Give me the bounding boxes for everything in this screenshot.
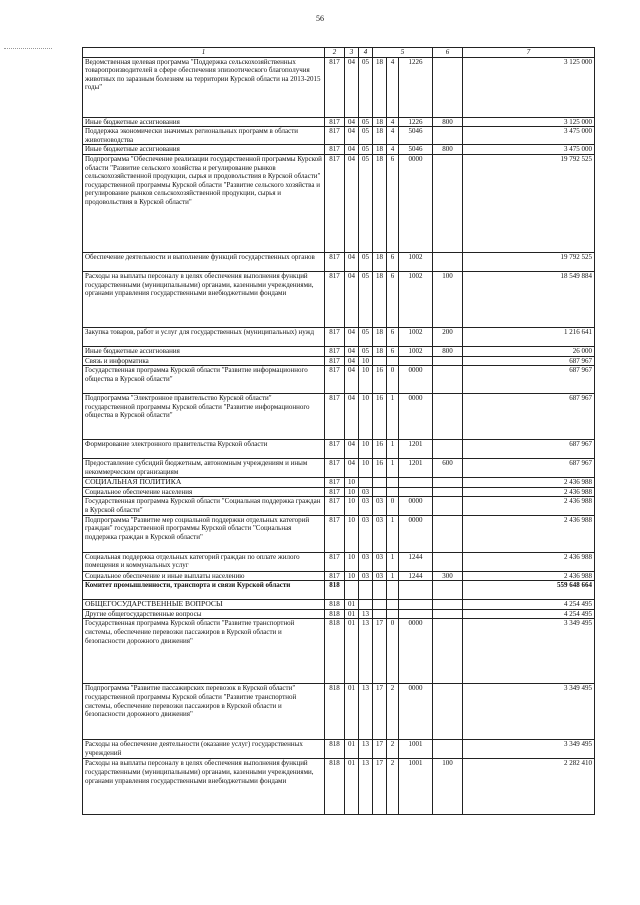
row-direction-cell: 0000 (399, 497, 433, 515)
table-row (83, 346, 595, 356)
table-row (83, 459, 595, 478)
row-name-cell: Расходы на обеспечение деятельности (оказание услуг) государственных учреждений (83, 740, 325, 759)
row-amount-cell: 687 967 (463, 459, 595, 478)
row-program-cell (373, 356, 387, 366)
table-row (83, 154, 595, 252)
row-amount-cell: 4 254 495 (463, 609, 595, 619)
row-subsection-cell: 13 (359, 759, 373, 815)
row-direction-cell (399, 487, 433, 497)
table-row (83, 127, 595, 145)
row-section-cell: 04 (345, 346, 359, 356)
row-section-cell (345, 581, 359, 600)
row-direction-cell: 1002 (399, 346, 433, 356)
row-name-cell: Иные бюджетные ассигнования (83, 117, 325, 127)
row-expense-type-cell (433, 478, 463, 488)
row-program-cell: 18 (373, 346, 387, 356)
row-expense-type-cell (433, 497, 463, 515)
row-direction-cell (399, 478, 433, 488)
row-program-cell: 18 (373, 57, 387, 117)
row-program-cell: 03 (373, 497, 387, 515)
row-gov-code-cell: 818 (325, 581, 345, 600)
row-expense-type-cell: 800 (433, 117, 463, 127)
table-row (83, 57, 595, 117)
row-program-cell: 18 (373, 271, 387, 327)
row-amount-cell: 19 792 525 (463, 154, 595, 252)
row-name-cell: Государственная программа Курской области "Развитие информационного общества в Курской области" (83, 366, 325, 394)
row-subsection-cell (359, 478, 373, 488)
row-name-cell: ОБЩЕГОСУДАРСТВЕННЫЕ ВОПРОСЫ (83, 600, 325, 610)
row-name-cell: Иные бюджетные ассигнования (83, 145, 325, 155)
row-program-cell: 17 (373, 759, 387, 815)
table-row (83, 600, 595, 610)
row-section-cell: 01 (345, 740, 359, 759)
row-name-cell: Подпрограмма "Развитие пассажирских перевозок в Курской области" государственной программы Курской области "Развитие транспортной системы, обеспечение перевозки пассажиров в Курской области и безопасности дорожного движения" (83, 684, 325, 740)
row-direction-cell: 0000 (399, 394, 433, 440)
row-subprogram-cell: 1 (387, 552, 399, 571)
row-amount-cell: 4 254 495 (463, 600, 595, 610)
row-subprogram-cell (387, 600, 399, 610)
row-program-cell: 03 (373, 552, 387, 571)
row-subprogram-cell: 6 (387, 154, 399, 252)
table-row (83, 366, 595, 394)
row-section-cell: 04 (345, 57, 359, 117)
row-direction-cell: 0000 (399, 619, 433, 684)
row-section-cell: 01 (345, 759, 359, 815)
column-header: 6 (433, 48, 463, 58)
row-subsection-cell: 10 (359, 440, 373, 459)
row-amount-cell: 687 967 (463, 394, 595, 440)
row-name-cell: Государственная программа Курской области "Развитие транспортной системы, обеспечение перевозки пассажиров в Курской области и безопасности дорожного движения" (83, 619, 325, 684)
row-section-cell: 10 (345, 515, 359, 552)
row-section-cell: 04 (345, 252, 359, 271)
row-subprogram-cell (387, 356, 399, 366)
row-direction-cell: 1002 (399, 327, 433, 346)
row-gov-code-cell: 817 (325, 478, 345, 488)
row-subsection-cell: 03 (359, 497, 373, 515)
row-gov-code-cell: 818 (325, 759, 345, 815)
row-gov-code-cell: 818 (325, 684, 345, 740)
row-subprogram-cell (387, 478, 399, 488)
table-row (83, 271, 595, 327)
row-direction-cell: 0000 (399, 154, 433, 252)
row-program-cell: 17 (373, 740, 387, 759)
row-gov-code-cell: 818 (325, 609, 345, 619)
row-name-cell: Расходы на выплаты персоналу в целях обеспечения выполнения функций государственными (муниципальными) органами, казенными учреждениями, органами управления государственными внебюджетными фондами (83, 271, 325, 327)
row-subprogram-cell (387, 609, 399, 619)
row-gov-code-cell: 817 (325, 440, 345, 459)
table-row (83, 252, 595, 271)
row-subprogram-cell: 1 (387, 459, 399, 478)
table-row (83, 740, 595, 759)
row-gov-code-cell: 818 (325, 600, 345, 610)
row-subprogram-cell: 0 (387, 497, 399, 515)
row-subprogram-cell: 6 (387, 346, 399, 356)
row-expense-type-cell (433, 356, 463, 366)
row-section-cell: 04 (345, 271, 359, 327)
row-direction-cell: 1201 (399, 440, 433, 459)
row-name-cell: Предоставление субсидий бюджетным, автономным учреждениям и иным некоммерческим организациям (83, 459, 325, 478)
row-subprogram-cell: 4 (387, 57, 399, 117)
row-gov-code-cell: 817 (325, 145, 345, 155)
row-amount-cell: 3 349 495 (463, 684, 595, 740)
row-amount-cell: 26 000 (463, 346, 595, 356)
row-gov-code-cell: 817 (325, 356, 345, 366)
row-name-cell: Обеспечение деятельности и выполнение функций государственных органов (83, 252, 325, 271)
row-section-cell: 04 (345, 366, 359, 394)
row-subprogram-cell: 2 (387, 740, 399, 759)
row-name-cell: Ведомственная целевая программа "Поддержка сельскохозяйственных товаропроизводителей в сфере обеспечения эпизоотического благополучия животных по заразным болезням на территории Курской области на 2013-2015 годы" (83, 57, 325, 117)
row-direction-cell (399, 600, 433, 610)
row-subsection-cell: 05 (359, 327, 373, 346)
row-gov-code-cell: 817 (325, 394, 345, 440)
row-subprogram-cell: 2 (387, 684, 399, 740)
row-expense-type-cell (433, 740, 463, 759)
row-subprogram-cell: 6 (387, 252, 399, 271)
row-subprogram-cell: 0 (387, 366, 399, 394)
row-amount-cell: 2 436 988 (463, 478, 595, 488)
row-gov-code-cell: 817 (325, 346, 345, 356)
row-amount-cell: 3 125 000 (463, 117, 595, 127)
row-name-cell: Формирование электронного правительства Курской области (83, 440, 325, 459)
row-subsection-cell: 13 (359, 619, 373, 684)
row-expense-type-cell (433, 487, 463, 497)
row-expense-type-cell: 100 (433, 271, 463, 327)
row-section-cell: 04 (345, 394, 359, 440)
row-direction-cell: 5046 (399, 127, 433, 145)
row-section-cell: 04 (345, 459, 359, 478)
row-name-cell: Подпрограмма "Развитие мер социальной поддержки отдельных категорий граждан" государственной программы Курской области "Социальная поддержка граждан в Курской области" (83, 515, 325, 552)
row-section-cell: 01 (345, 609, 359, 619)
row-name-cell: Иные бюджетные ассигнования (83, 346, 325, 356)
row-direction-cell: 1002 (399, 271, 433, 327)
row-direction-cell: 1001 (399, 740, 433, 759)
row-amount-cell: 3 349 495 (463, 740, 595, 759)
row-amount-cell: 2 436 988 (463, 571, 595, 581)
row-subsection-cell: 05 (359, 154, 373, 252)
row-expense-type-cell (433, 127, 463, 145)
row-section-cell: 04 (345, 145, 359, 155)
row-expense-type-cell: 300 (433, 571, 463, 581)
row-direction-cell: 1201 (399, 459, 433, 478)
row-subprogram-cell: 1 (387, 440, 399, 459)
column-header: 1 (83, 48, 325, 58)
row-expense-type-cell (433, 252, 463, 271)
column-header: 5 (373, 48, 433, 58)
row-subsection-cell: 05 (359, 57, 373, 117)
row-direction-cell: 0000 (399, 684, 433, 740)
row-amount-cell: 19 792 525 (463, 252, 595, 271)
row-name-cell: Связь и информатика (83, 356, 325, 366)
row-section-cell: 01 (345, 619, 359, 684)
row-subsection-cell: 05 (359, 145, 373, 155)
row-gov-code-cell: 817 (325, 154, 345, 252)
row-expense-type-cell (433, 57, 463, 117)
table-row (83, 117, 595, 127)
row-subsection-cell: 03 (359, 552, 373, 571)
row-direction-cell: 1244 (399, 552, 433, 571)
row-section-cell: 04 (345, 440, 359, 459)
row-subsection-cell: 05 (359, 252, 373, 271)
row-gov-code-cell: 817 (325, 327, 345, 346)
row-expense-type-cell (433, 619, 463, 684)
row-subprogram-cell: 1 (387, 571, 399, 581)
row-name-cell: Расходы на выплаты персоналу в целях обеспечения выполнения функций государственными (муниципальными) органами, казенными учреждениями, органами управления государственными внебюджетными фондами (83, 759, 325, 815)
row-amount-cell: 687 967 (463, 366, 595, 394)
table-row (83, 609, 595, 619)
row-gov-code-cell: 817 (325, 271, 345, 327)
row-section-cell: 04 (345, 154, 359, 252)
table-row (83, 619, 595, 684)
row-expense-type-cell (433, 154, 463, 252)
row-program-cell: 16 (373, 440, 387, 459)
row-subsection-cell: 10 (359, 459, 373, 478)
row-gov-code-cell: 817 (325, 57, 345, 117)
row-gov-code-cell: 817 (325, 515, 345, 552)
row-section-cell: 10 (345, 487, 359, 497)
row-name-cell: Закупка товаров, работ и услуг для государственных (муниципальных) нужд (83, 327, 325, 346)
row-program-cell (373, 600, 387, 610)
row-gov-code-cell: 817 (325, 366, 345, 394)
row-section-cell: 10 (345, 571, 359, 581)
row-subsection-cell (359, 581, 373, 600)
row-section-cell: 01 (345, 600, 359, 610)
budget-table (82, 47, 595, 815)
table-row (83, 356, 595, 366)
row-amount-cell: 3 349 495 (463, 619, 595, 684)
row-amount-cell: 2 436 988 (463, 497, 595, 515)
row-section-cell: 10 (345, 478, 359, 488)
row-subprogram-cell: 4 (387, 145, 399, 155)
row-name-cell: Государственная программа Курской области "Социальная поддержка граждан в Курской области" (83, 497, 325, 515)
table-row (83, 440, 595, 459)
row-amount-cell: 687 967 (463, 356, 595, 366)
table-row (83, 145, 595, 155)
row-expense-type-cell (433, 684, 463, 740)
row-amount-cell: 2 282 410 (463, 759, 595, 815)
row-program-cell: 17 (373, 619, 387, 684)
table-row (83, 327, 595, 346)
row-subprogram-cell: 4 (387, 127, 399, 145)
row-program-cell: 03 (373, 515, 387, 552)
table-row (83, 571, 595, 581)
row-amount-cell: 1 216 641 (463, 327, 595, 346)
row-gov-code-cell: 817 (325, 552, 345, 571)
row-expense-type-cell (433, 394, 463, 440)
table-row (83, 478, 595, 488)
row-subsection-cell: 05 (359, 346, 373, 356)
row-program-cell (373, 581, 387, 600)
row-gov-code-cell: 817 (325, 459, 345, 478)
table-row (83, 394, 595, 440)
row-section-cell: 04 (345, 117, 359, 127)
row-gov-code-cell: 817 (325, 497, 345, 515)
table-header-row (83, 48, 595, 58)
row-subprogram-cell: 1 (387, 394, 399, 440)
row-section-cell: 04 (345, 327, 359, 346)
row-amount-cell: 687 967 (463, 440, 595, 459)
row-program-cell: 18 (373, 252, 387, 271)
column-header: 3 (345, 48, 359, 58)
row-direction-cell: 1002 (399, 252, 433, 271)
row-gov-code-cell: 817 (325, 487, 345, 497)
row-direction-cell (399, 609, 433, 619)
row-gov-code-cell: 817 (325, 571, 345, 581)
row-direction-cell: 0000 (399, 515, 433, 552)
row-subsection-cell: 05 (359, 117, 373, 127)
row-program-cell: 18 (373, 145, 387, 155)
row-gov-code-cell: 817 (325, 252, 345, 271)
row-amount-cell: 559 648 664 (463, 581, 595, 600)
row-direction-cell: 1226 (399, 117, 433, 127)
column-header: 7 (463, 48, 595, 58)
row-direction-cell: 1244 (399, 571, 433, 581)
row-subprogram-cell: 1 (387, 515, 399, 552)
row-gov-code-cell: 818 (325, 619, 345, 684)
row-name-cell: Подпрограмма "Электронное правительство Курской области" государственной программы Курской области "Развитие информационного общества в Курской области" (83, 394, 325, 440)
row-expense-type-cell (433, 366, 463, 394)
row-direction-cell: 1001 (399, 759, 433, 815)
row-subprogram-cell (387, 487, 399, 497)
row-expense-type-cell: 800 (433, 145, 463, 155)
row-subsection-cell: 05 (359, 127, 373, 145)
row-name-cell: Поддержка экономически значимых региональных программ в области животноводства (83, 127, 325, 145)
column-header: 4 (359, 48, 373, 58)
row-program-cell (373, 609, 387, 619)
row-gov-code-cell: 817 (325, 117, 345, 127)
row-expense-type-cell (433, 600, 463, 610)
row-name-cell: СОЦИАЛЬНАЯ ПОЛИТИКА (83, 478, 325, 488)
row-program-cell: 18 (373, 154, 387, 252)
row-program-cell (373, 487, 387, 497)
row-subsection-cell: 10 (359, 356, 373, 366)
row-name-cell: Социальное обеспечение населения (83, 487, 325, 497)
row-gov-code-cell: 818 (325, 740, 345, 759)
table-row (83, 759, 595, 815)
table-row (83, 515, 595, 552)
row-program-cell: 18 (373, 127, 387, 145)
margin-dotted-line (4, 48, 52, 49)
row-expense-type-cell: 600 (433, 459, 463, 478)
row-amount-cell: 3 125 000 (463, 57, 595, 117)
row-subsection-cell: 10 (359, 366, 373, 394)
row-subsection-cell: 13 (359, 684, 373, 740)
row-subsection-cell: 13 (359, 740, 373, 759)
row-amount-cell: 2 436 988 (463, 552, 595, 571)
row-subsection-cell (359, 600, 373, 610)
row-amount-cell: 3 475 000 (463, 127, 595, 145)
row-program-cell: 03 (373, 571, 387, 581)
row-name-cell: Другие общегосударственные вопросы (83, 609, 325, 619)
row-gov-code-cell: 817 (325, 127, 345, 145)
row-subprogram-cell: 0 (387, 619, 399, 684)
row-subsection-cell: 10 (359, 394, 373, 440)
row-amount-cell: 2 436 988 (463, 515, 595, 552)
row-subprogram-cell: 2 (387, 759, 399, 815)
row-expense-type-cell (433, 581, 463, 600)
row-subprogram-cell: 6 (387, 271, 399, 327)
table-row (83, 581, 595, 600)
row-direction-cell: 0000 (399, 366, 433, 394)
table-row (83, 497, 595, 515)
row-section-cell: 04 (345, 127, 359, 145)
row-program-cell: 16 (373, 366, 387, 394)
row-expense-type-cell: 800 (433, 346, 463, 356)
row-direction-cell (399, 356, 433, 366)
row-expense-type-cell: 100 (433, 759, 463, 815)
row-section-cell: 01 (345, 684, 359, 740)
row-subsection-cell: 03 (359, 515, 373, 552)
column-header: 2 (325, 48, 345, 58)
row-name-cell: Социальное обеспечение и иные выплаты населению (83, 571, 325, 581)
row-section-cell: 10 (345, 552, 359, 571)
row-program-cell: 18 (373, 327, 387, 346)
row-amount-cell: 3 475 000 (463, 145, 595, 155)
row-subprogram-cell: 6 (387, 327, 399, 346)
table-row (83, 552, 595, 571)
row-section-cell: 10 (345, 497, 359, 515)
row-subprogram-cell: 4 (387, 117, 399, 127)
row-expense-type-cell (433, 552, 463, 571)
row-name-cell: Социальная поддержка отдельных категорий граждан по оплате жилого помещения и коммунальных услуг (83, 552, 325, 571)
row-subsection-cell: 03 (359, 487, 373, 497)
row-amount-cell: 18 549 884 (463, 271, 595, 327)
row-program-cell (373, 478, 387, 488)
row-name-cell: Подпрограмма "Обеспечение реализации государственной программы Курской области "Развитие сельского хозяйства и регулирование рынков сельскохозяйственной продукции, сырья и продовольствия в Курской области" государственной программы Курской области "Развитие сельского хозяйства и регулирование рынков сельскохозяйственной продукции, сырья и продовольствия в Курской области" (83, 154, 325, 252)
row-subsection-cell: 03 (359, 571, 373, 581)
row-subprogram-cell (387, 581, 399, 600)
row-section-cell: 04 (345, 356, 359, 366)
row-expense-type-cell: 200 (433, 327, 463, 346)
table-row (83, 684, 595, 740)
row-program-cell: 18 (373, 117, 387, 127)
row-direction-cell: 5046 (399, 145, 433, 155)
row-amount-cell: 2 436 988 (463, 487, 595, 497)
row-program-cell: 16 (373, 459, 387, 478)
row-direction-cell: 1226 (399, 57, 433, 117)
row-subsection-cell: 13 (359, 609, 373, 619)
row-direction-cell (399, 581, 433, 600)
row-program-cell: 16 (373, 394, 387, 440)
row-name-cell: Комитет промышленности, транспорта и связи Курской области (83, 581, 325, 600)
row-expense-type-cell (433, 515, 463, 552)
row-expense-type-cell (433, 440, 463, 459)
table-row (83, 487, 595, 497)
row-expense-type-cell (433, 609, 463, 619)
row-program-cell: 17 (373, 684, 387, 740)
page-number: 56 (316, 14, 324, 23)
row-subsection-cell: 05 (359, 271, 373, 327)
